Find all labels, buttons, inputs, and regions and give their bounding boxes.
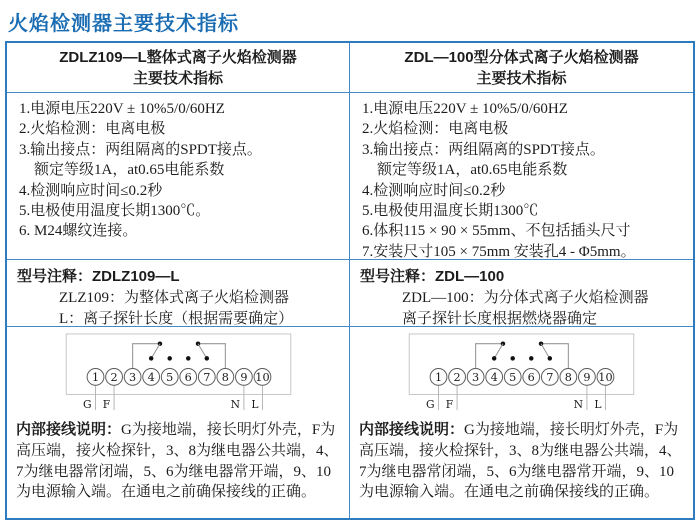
relay1-common-line — [476, 344, 503, 369]
model-notes-left — [17, 288, 343, 327]
contact-dot-4 — [492, 356, 496, 360]
terminal-number: 7 — [202, 370, 210, 384]
relay1-pivot-dot — [501, 341, 505, 345]
lead-label-n: N — [230, 398, 240, 412]
terminal-number: 10 — [598, 370, 613, 384]
contact-dot-7 — [548, 356, 552, 360]
relay1-arm — [152, 344, 160, 357]
contact-dot-6 — [186, 356, 190, 360]
lead-label-l: L — [594, 398, 602, 412]
col-header-left-line1: ZDLZ109—L整体式离子火焰检测器 — [59, 48, 297, 66]
spec-table — [5, 41, 695, 520]
relay2-common-line — [198, 344, 225, 369]
contact-dot-5 — [510, 356, 514, 360]
wiring-explanation-right — [359, 420, 684, 503]
model-label: 型号注释： — [360, 268, 436, 285]
relay2-common-line — [541, 344, 568, 369]
terminal-number: 8 — [564, 370, 572, 384]
terminal-number: 5 — [509, 370, 517, 384]
wiring-label: 内部接线说明： — [16, 421, 122, 438]
spec-line: 4.检测响应时间≤0.2秒 — [19, 182, 163, 199]
contact-dot-7 — [204, 356, 208, 360]
model-value: ZDL—100 — [435, 268, 505, 285]
contact-dot-4 — [148, 356, 152, 360]
terminal-box — [409, 334, 634, 395]
contact-dot-5 — [167, 356, 171, 360]
col-header-left-line2: 主要技术指标 — [132, 69, 223, 87]
spec-line: 6.体积115 × 90 × 55mm、不包括插头尺寸 — [362, 223, 631, 240]
wiring-explanation-left — [16, 420, 340, 503]
lead-label-g: G — [82, 398, 92, 412]
lead-label-f: F — [102, 398, 110, 412]
spec-line: 1.电源电压220V ± 10%5/0/60HZ — [19, 101, 225, 117]
page-title: 火焰检测器主要技术指标 — [8, 13, 239, 35]
model-annotation-right-head — [360, 266, 687, 287]
relay1-common-line — [132, 344, 159, 369]
model-notes-right — [360, 288, 687, 327]
terminal-number: 4 — [147, 370, 155, 384]
terminal-diagram-svg — [56, 332, 301, 414]
spec-line: 额定等级1A，at0.65电能系数 — [362, 162, 568, 179]
col-header-left — [7, 43, 350, 93]
terminal-number: 2 — [110, 370, 118, 384]
terminal-box — [66, 334, 291, 395]
terminal-number: 4 — [490, 370, 498, 384]
lead-label-f: F — [445, 398, 454, 412]
spec-line: 5.电极使用温度长期1300℃ — [362, 203, 539, 220]
specs-list-left — [7, 93, 350, 260]
wiring-section-left — [7, 327, 350, 518]
terminal-diagram-left — [16, 332, 340, 419]
wiring-body: G为接地端，接长明灯外壳，F为高压端，接火检探针，3、8为继电器公共端，4、7为继电器常闭端，5、6为继电器常开端，9、10为电源输入端。在通电之前确保接线的正确。 — [359, 422, 682, 501]
relay1-arm — [495, 344, 503, 357]
specs-list-right — [350, 93, 693, 260]
model-note-line: ZLZ109：为整体式离子火焰检测器 — [59, 290, 289, 306]
terminal-number: 3 — [128, 370, 136, 384]
terminal-number: 10 — [254, 370, 270, 384]
model-value: ZDLZ109—L — [92, 268, 180, 285]
model-annotation-right — [350, 260, 693, 327]
terminal-number: 8 — [221, 370, 229, 384]
col-header-right — [350, 43, 693, 93]
terminal-number: 7 — [546, 370, 554, 384]
relay2-arm — [198, 344, 206, 357]
model-note-line: 离子探针长度根据燃烧器确定 — [402, 311, 598, 327]
model-annotation-left — [7, 260, 350, 327]
spec-line: 3.输出接点：两组隔离的SPDT接点。 — [362, 141, 605, 158]
col-header-right-line1: ZDL—100型分体式离子火焰检测器 — [404, 48, 639, 66]
relay2-arm — [541, 344, 549, 357]
model-annotation-left-head — [17, 266, 343, 287]
terminal-number: 2 — [453, 370, 461, 384]
wiring-section-right — [350, 327, 693, 518]
model-label: 型号注释： — [17, 268, 93, 285]
model-note-line: L：离子探针长度（根据需要确定） — [59, 311, 294, 327]
spec-line: 2.火焰检测：电离电极 — [19, 121, 166, 138]
model-note-line: ZDL—100：为分体式离子火焰检测器 — [402, 290, 649, 306]
terminal-number: 9 — [583, 370, 591, 384]
terminal-number: 1 — [91, 370, 99, 384]
spec-line: 1.电源电压220V ± 10%5/0/60HZ — [362, 101, 568, 117]
terminal-number: 3 — [472, 370, 480, 384]
spec-line: 3.输出接点：两组隔离的SPDT接点。 — [19, 141, 262, 158]
spec-line: 2.火焰检测：电离电极 — [362, 121, 509, 138]
spec-line: 7.安装尺寸105 × 75mm 安装孔4 - Φ5mm。 — [362, 243, 636, 260]
spec-line: 4.检测响应时间≤0.2秒 — [362, 182, 506, 199]
terminal-number: 1 — [434, 370, 443, 384]
spec-line: 5.电极使用温度长期1300℃。 — [19, 203, 211, 220]
lead-label-l: L — [250, 398, 259, 412]
spec-line: 额定等级1A，at0.65电能系数 — [19, 162, 225, 179]
contact-dot-6 — [529, 356, 533, 360]
terminal-number: 5 — [165, 370, 173, 384]
wiring-label: 内部接线说明： — [359, 421, 465, 438]
terminal-diagram-svg — [399, 332, 644, 414]
terminal-number: 6 — [527, 370, 535, 384]
col-header-right-line2: 主要技术指标 — [476, 69, 567, 87]
lead-label-n: N — [573, 398, 583, 412]
terminal-number: 6 — [184, 370, 192, 384]
lead-label-g: G — [426, 398, 435, 412]
terminal-diagram-right — [359, 332, 684, 419]
spec-line: 6. M24螺纹连接。 — [19, 223, 138, 240]
terminal-number: 9 — [239, 370, 247, 384]
wiring-body: G为接地端，接长明灯外壳，F为高压端，接火检探针，3、8为继电器公共端，4、7为继电器常闭端，5、6为继电器常开端，9、10为电源输入端。在通电之前确保接线的正确。 — [16, 422, 339, 501]
